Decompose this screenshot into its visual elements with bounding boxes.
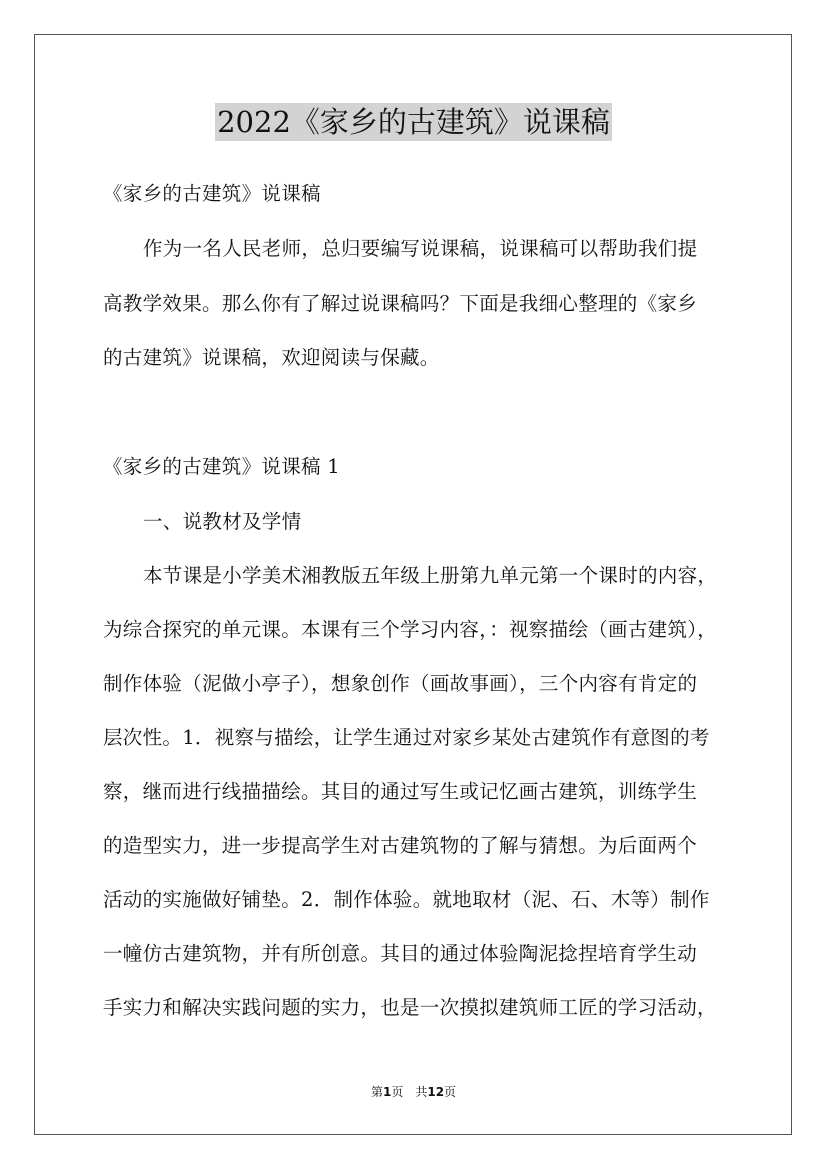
subsection-heading: 一、说教材及学情 (143, 510, 302, 533)
body-line-2: 为综合探究的单元课。本课有三个学习内容，：视察描绘（画古建筑）， (103, 618, 718, 641)
body-line-7: 活动的实施做好铺垫。2．制作体验。就地取材（泥、石、木等）制作 (103, 888, 710, 911)
title-wrap (0, 103, 827, 141)
footer-total-suffix: 页 (444, 1085, 457, 1099)
footer-total-pages: 12 (427, 1085, 445, 1099)
body-line-1: 本节课是小学美术湘教版五年级上册第九单元第一个课时的内容， (143, 564, 718, 587)
document-subtitle: 《家乡的古建筑》说课稿 (103, 182, 321, 205)
page-footer (0, 1084, 827, 1100)
intro-line-2: 高教学效果。那么你有了解过说课稿吗？下面是我细心整理的《家乡 (103, 292, 698, 315)
body-line-5: 察，继而进行线描描绘。其目的通过写生或记忆画古建筑，训练学生 (103, 780, 698, 803)
footer-total-prefix: 共 (415, 1085, 428, 1099)
footer-page-suffix: 页 (391, 1085, 404, 1099)
intro-line-1: 作为一名人民老师，总归要编写说课稿，说课稿可以帮助我们提 (143, 237, 698, 260)
body-line-8: 一幢仿古建筑物，并有所创意。其目的通过体验陶泥捻捏培育学生动 (103, 942, 698, 965)
body-line-4: 层次性。1．视察与描绘，让学生通过对家乡某处古建筑作有意图的考 (103, 726, 710, 749)
body-line-9: 手实力和解决实践问题的实力，也是一次摸拟建筑师工匠的学习活动， (103, 996, 717, 1019)
section-heading: 《家乡的古建筑》说课稿 1 (103, 455, 341, 478)
body-line-3: 制作体验（泥做小亭子），想象创作（画故事画），三个内容有肯定的 (103, 672, 698, 695)
intro-line-3: 的古建筑》说课稿，欢迎阅读与保藏。 (103, 346, 440, 369)
document-title: 2022《家乡的古建筑》说课稿 (217, 105, 610, 139)
body-line-6: 的造型实力，进一步提高学生对古建筑物的了解与猜想。为后面两个 (103, 834, 698, 857)
footer-page-prefix: 第 (370, 1085, 383, 1099)
footer-page-number: 1 (382, 1085, 392, 1099)
